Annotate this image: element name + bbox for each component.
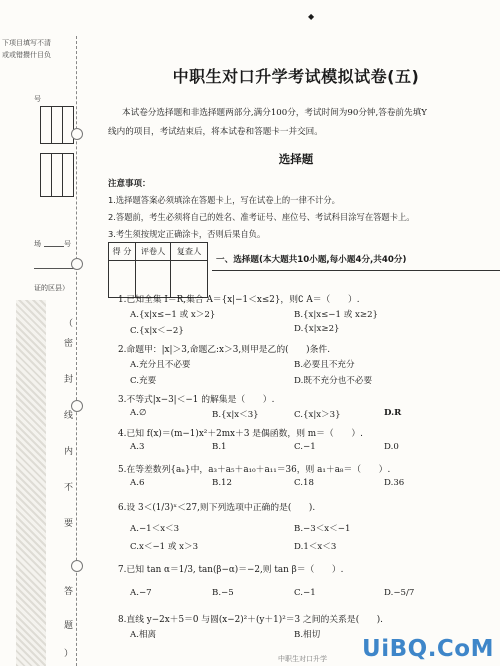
question-stem: 6.设 3＜(1/3)ˣ＜27,则下列选项中正确的是( ). xyxy=(118,503,316,513)
seal-char: 内 xyxy=(64,447,74,457)
punch-hole xyxy=(71,258,83,270)
part-heading: 一、选择题(本大题共10小题,每小题4分,共40分) xyxy=(216,255,407,265)
question-option: A.充分且不必要 xyxy=(130,360,191,370)
question-stem: 7.已知 tan α＝1/3, tan(β−α)＝−2,则 tan β＝（ ）. xyxy=(118,565,344,575)
question-option: D.{x|x≥2} xyxy=(294,324,340,334)
corner-mark: ◆ xyxy=(308,12,315,21)
district-label: 证的区县） xyxy=(34,284,69,292)
intro-line: 本试卷分选择题和非选择题两部分,满分100分，考试时间为90分钟,答卷前先填Y xyxy=(122,108,427,118)
punch-hole xyxy=(71,128,83,140)
question-option: D.0 xyxy=(384,442,399,452)
question-option: A.−1＜x＜3 xyxy=(130,524,180,534)
seal-char: 题 xyxy=(64,621,74,631)
question-option: C.x＜−1 或 x＞3 xyxy=(130,542,199,552)
question-stem: 5.在等差数列{aₙ}中，a₃＋a₅＋a₁₀＋a₁₁＝36，则 a₁＋a₈＝（ ）. xyxy=(118,465,391,475)
question-option: B.必要且不充分 xyxy=(294,360,355,370)
question-option: B.{x|x＜3} xyxy=(212,410,259,420)
seat-label: 场 xyxy=(34,240,41,248)
fill-line xyxy=(44,246,64,247)
question-option: C.18 xyxy=(294,478,314,488)
question-option: B.相切 xyxy=(294,630,321,640)
question-option: B.−3＜x＜−1 xyxy=(294,524,351,534)
seat-no-grid xyxy=(40,153,74,197)
question-option: A.−7 xyxy=(130,588,152,598)
site-watermark: UiBQ.CoM xyxy=(362,636,494,662)
punch-hole xyxy=(71,560,83,572)
fill-line xyxy=(34,268,74,269)
intro-line: 线内的项目，考试结束后，将本试卷和答题卡一并交回。 xyxy=(108,127,323,137)
question-option: D.1＜x＜3 xyxy=(294,542,337,552)
question-option: C.充要 xyxy=(130,376,157,386)
seat-no-label: 号 xyxy=(64,240,71,248)
question-option: B.{x|x≤−1 或 x≥2} xyxy=(294,310,379,320)
seal-char: 封 xyxy=(64,375,74,385)
margin-note: 或或错攒什目负 xyxy=(2,51,51,59)
question-option: B.1 xyxy=(212,442,227,452)
intro-paragraph xyxy=(108,104,500,142)
seal-char: 密 xyxy=(64,339,74,349)
exam-content xyxy=(100,0,500,666)
page-footer: 中职生对口升学 xyxy=(278,655,327,663)
grader-header: 评卷人 xyxy=(136,243,171,261)
seal-char: 不 xyxy=(64,483,74,493)
scan-shading xyxy=(16,300,46,666)
question-stem: 3.不等式|x−3|＜−1 的解集是（ ）. xyxy=(118,395,275,405)
exam-no-label: 号 xyxy=(34,95,41,103)
seal-char: 线 xyxy=(64,411,74,421)
question-option: B.−5 xyxy=(212,588,234,598)
binding-margin xyxy=(0,0,92,666)
question-option: A.相离 xyxy=(130,630,157,640)
question-option: D.R xyxy=(384,408,402,418)
exam-no-grid xyxy=(40,106,74,144)
question-option: A.∅ xyxy=(130,408,147,418)
score-table xyxy=(108,242,208,298)
score-header: 得 分 xyxy=(109,243,136,261)
question-option: A.{x|x≤−1 或 x＞2} xyxy=(130,310,216,320)
question-option: D.36 xyxy=(384,478,405,488)
page-title: 中职生对口升学考试模拟试卷(五) xyxy=(172,67,420,86)
question-stem: 2.命题甲：|x|＞3,命题乙:x＞3,则甲是乙的( )条件. xyxy=(118,345,330,355)
note-item: 1.选择题答案必须填涂在答题卡上，写在试卷上的一律不计分。 xyxy=(108,195,340,205)
question-option: C.−1 xyxy=(294,442,316,452)
note-item: 2.答题前，考生必须将自己的姓名、准考证号、座位号、考试科目涂写在答题卡上。 xyxy=(108,212,415,222)
question-stem: 4.已知 f(x)＝(m−1)x²＋2mx＋3 是偶函数，则 m＝（ ）. xyxy=(118,429,363,439)
seal-char: （ xyxy=(64,319,74,329)
seal-char: ） xyxy=(64,649,74,659)
reviewer-header: 复查人 xyxy=(171,243,208,261)
note-item: 3.考生须按规定正确涂卡，否则后果自负。 xyxy=(108,229,266,239)
question-option: C.−1 xyxy=(294,588,316,598)
section-title: 选择题 xyxy=(278,152,314,166)
question-option: A.6 xyxy=(130,478,145,488)
notes-heading: 注意事项： xyxy=(108,179,151,189)
question-option: B.12 xyxy=(212,478,232,488)
question-option: A.3 xyxy=(130,442,145,452)
margin-note: 下项目填写不清 xyxy=(2,39,51,47)
question-option: C.{x|x＜−2} xyxy=(130,326,184,336)
question-stem: 8.直线 y−2x＋5＝0 与圆(x−2)²＋(y＋1)²＝3 之间的关系是( ). xyxy=(118,615,383,625)
question-stem: 1.已知全集 I＝R,集合 A＝{x|−1＜x≤2}，则∁ A＝（ ）. xyxy=(118,295,360,305)
seal-char: 答 xyxy=(64,587,74,597)
question-option: C.{x|x＞3} xyxy=(294,410,341,420)
seal-char: 要 xyxy=(64,519,74,529)
question-option: D.既不充分也不必要 xyxy=(294,376,373,386)
question-option: D.−5/7 xyxy=(384,588,415,598)
divider xyxy=(212,270,500,271)
